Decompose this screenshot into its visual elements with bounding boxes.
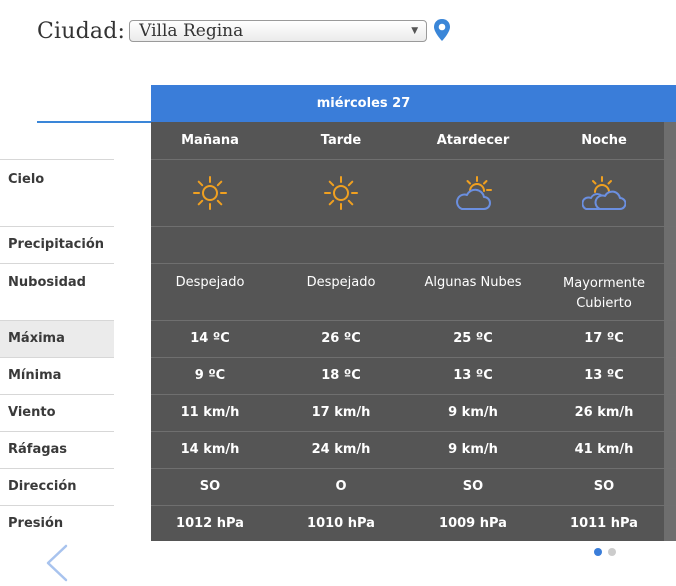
- min-temp-value: 13 ºC: [453, 368, 493, 383]
- row-label-wind: Viento: [0, 394, 114, 431]
- direction-value: SO: [593, 479, 615, 494]
- gusts-value: 9 km/h: [448, 442, 498, 457]
- divider: [151, 226, 676, 227]
- max-temp-value: 17 ºC: [584, 331, 624, 346]
- chevron-down-icon: ▼: [411, 26, 419, 36]
- gusts-value: 41 km/h: [574, 442, 634, 457]
- pressure-value: 1010 hPa: [307, 516, 375, 531]
- row-label-cloudiness: Nubosidad: [0, 263, 114, 320]
- pressure-value: 1011 hPa: [570, 516, 638, 531]
- direction-value: SO: [462, 479, 484, 494]
- row-label-max: Máxima: [0, 320, 114, 357]
- direction-value: O: [335, 479, 347, 494]
- divider: [151, 320, 676, 321]
- city-selector-row: [37, 14, 427, 48]
- city-select-value: Villa Regina: [139, 21, 244, 41]
- period-header: Mañana: [181, 133, 239, 148]
- cloudiness-value: Mayormente Cubierto: [563, 276, 645, 311]
- sun-icon: [145, 175, 275, 211]
- divider: [151, 505, 676, 506]
- row-label-pressure: Presión: [0, 505, 114, 541]
- pagination-dot[interactable]: [608, 548, 616, 556]
- chevron-left-icon[interactable]: [44, 544, 70, 586]
- sun-clouds-icon: [539, 175, 669, 213]
- gusts-value: 14 km/h: [180, 442, 240, 457]
- wind-value: 11 km/h: [180, 405, 240, 420]
- gusts-value: 24 km/h: [311, 442, 371, 457]
- direction-value: SO: [199, 479, 221, 494]
- cloudiness-value: Algunas Nubes: [424, 275, 522, 290]
- cloudiness-value: Despejado: [175, 275, 245, 290]
- divider: [151, 159, 676, 160]
- min-temp-value: 13 ºC: [584, 368, 624, 383]
- carousel-pagination: [594, 548, 616, 556]
- row-label-precipitation: Precipitación: [0, 226, 114, 263]
- min-temp-value: 18 ºC: [321, 368, 361, 383]
- pressure-value: 1012 hPa: [176, 516, 244, 531]
- period-header: Noche: [581, 133, 627, 148]
- max-temp-value: 26 ºC: [321, 331, 361, 346]
- city-select[interactable]: [129, 20, 427, 42]
- cloudiness-value: Despejado: [306, 275, 376, 290]
- location-pin-icon[interactable]: [432, 18, 452, 46]
- divider: [151, 394, 676, 395]
- divider: [151, 468, 676, 469]
- wind-value: 26 km/h: [574, 405, 634, 420]
- row-label-sky: Cielo: [0, 159, 114, 226]
- row-label-direction: Dirección: [0, 468, 114, 505]
- row-label-min: Mínima: [0, 357, 114, 394]
- max-temp-value: 14 ºC: [190, 331, 230, 346]
- wind-value: 9 km/h: [448, 405, 498, 420]
- period-header: Tarde: [320, 133, 362, 148]
- period-header: Atardecer: [436, 133, 510, 148]
- sun-icon: [276, 175, 406, 211]
- divider: [151, 357, 676, 358]
- city-label: Ciudad:: [37, 18, 126, 44]
- divider: [37, 121, 151, 123]
- sun-cloud-icon: [408, 175, 538, 213]
- row-label-gusts: Ráfagas: [0, 431, 114, 468]
- day-header: miércoles 27: [151, 85, 676, 122]
- pagination-dot-active[interactable]: [594, 548, 602, 556]
- wind-value: 17 km/h: [311, 405, 371, 420]
- divider: [151, 431, 676, 432]
- max-temp-value: 25 ºC: [453, 331, 493, 346]
- divider: [151, 263, 676, 264]
- pressure-value: 1009 hPa: [439, 516, 507, 531]
- min-temp-value: 9 ºC: [194, 368, 226, 383]
